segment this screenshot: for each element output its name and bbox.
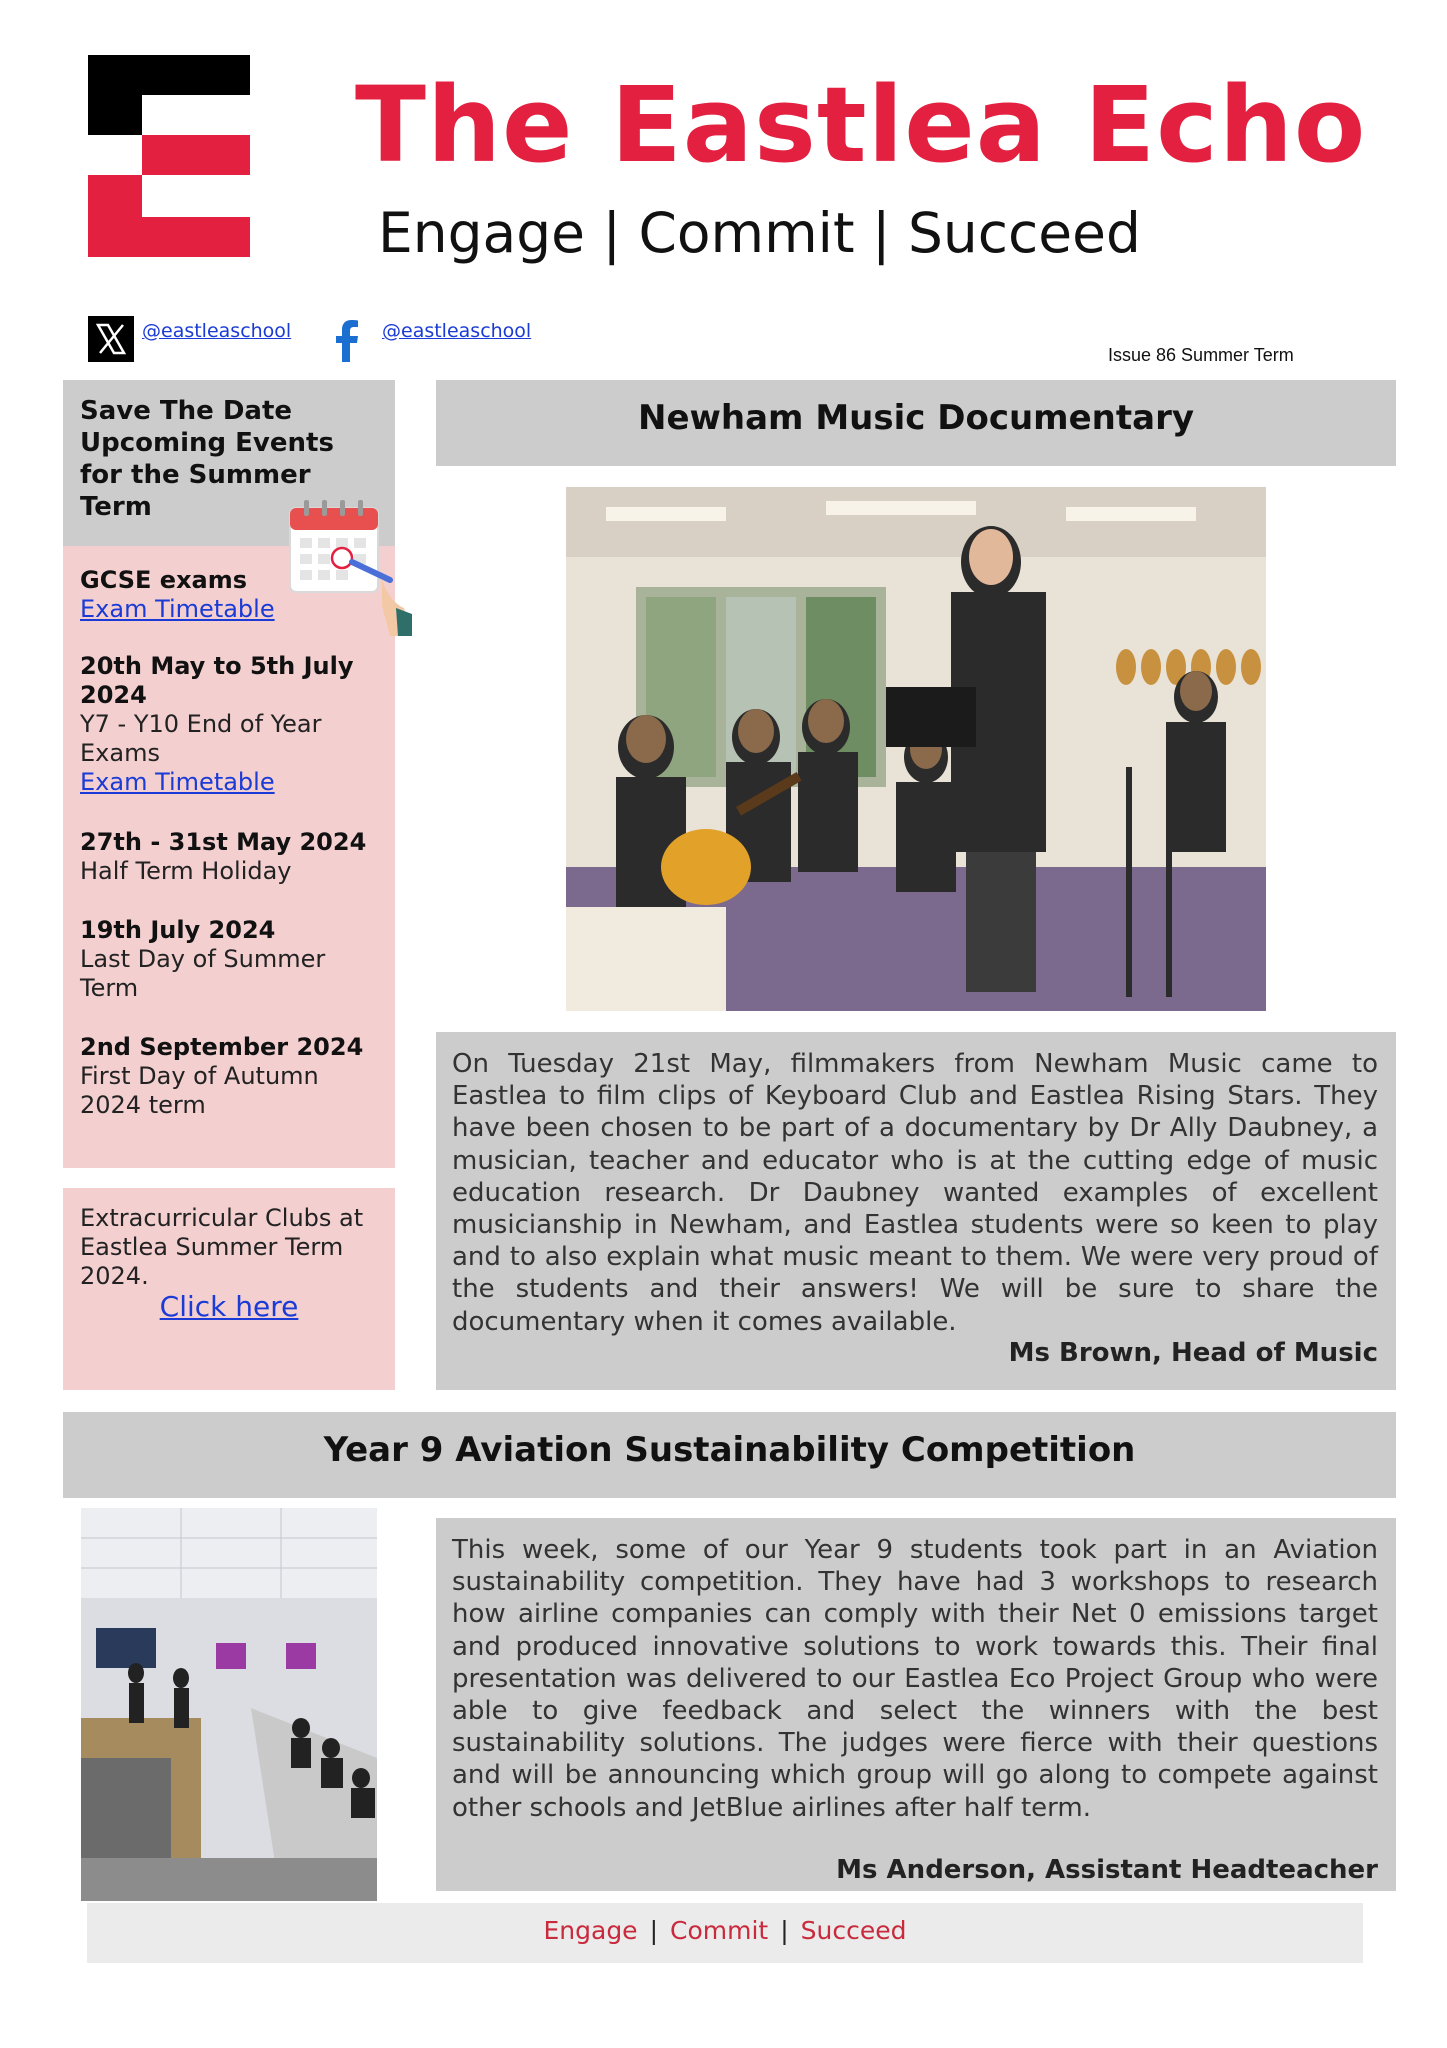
clubs-text: Extracurricular Clubs at Eastlea Summer Term 2024. <box>80 1204 364 1290</box>
article2-author: Ms Anderson, Assistant Headteacher <box>836 1855 1378 1885</box>
footer-tagline <box>87 1916 1363 1945</box>
music-documentary-photo <box>566 487 1266 1011</box>
event-title: 27th - 31st May 2024 <box>80 828 367 856</box>
event-title: 20th May to 5th July 2024 <box>80 652 354 709</box>
article1-body-text: On Tuesday 21st May, filmmakers from Newham Music came to Eastlea to film clips of Keyboard Club and Eastlea Rising Stars. They have been chosen to be part of a documentary by Dr Ally Daubney, a musician, teacher and educator who is at the cutting edge of music education research. Dr Daubney wanted examples of excellent musicianship in Newham, and Eastlea students were so keen to play and to also explain what music meant to them. We were very proud of the students and their answers! We will be sure to share the documentary when it comes available. <box>452 1049 1378 1337</box>
exam-timetable-link[interactable]: Exam Timetable <box>80 595 275 623</box>
facebook-icon[interactable] <box>326 318 370 362</box>
event-text: Y7 - Y10 End of Year Exams <box>80 710 322 767</box>
x-logo-icon[interactable] <box>88 316 134 362</box>
clubs-click-here-link[interactable]: Click here <box>159 1290 299 1323</box>
article2-body-text: This week, some of our Year 9 students took part in an Aviation sustainability competition. They have had 3 workshops to research how airline companies can comply with their Net 0 emissions target and produced innovative solutions to work towards this. Their final presentation was delivered to our Eastlea Eco Project Group who were able to give feedback and select the winners with the best sustainability solutions. The judges were fierce with their questions and will be announcing which group will go along to compete against other schools and JetBlue airlines after half term. <box>452 1535 1378 1823</box>
event-text: First Day of Autumn 2024 term <box>80 1062 319 1119</box>
footer-separator: | <box>649 1916 659 1945</box>
issue-label: Issue 86 Summer Term <box>1108 345 1294 365</box>
exam-timetable-link[interactable]: Exam Timetable <box>80 768 275 796</box>
article1-title: Newham Music Documentary <box>637 398 1195 438</box>
footer-word-commit: Commit <box>670 1916 769 1945</box>
x-handle-link[interactable]: @eastleaschool <box>142 320 292 342</box>
event-text: Last Day of Summer Term <box>80 945 326 1002</box>
article1-author: Ms Brown, Head of Music <box>1008 1338 1378 1368</box>
event-last-day <box>80 916 380 1003</box>
event-title: 2nd September 2024 <box>80 1033 364 1061</box>
event-gcse <box>80 566 380 624</box>
facebook-handle-link[interactable]: @eastleaschool <box>382 320 532 342</box>
event-title: 19th July 2024 <box>80 916 276 944</box>
event-end-of-year-exams <box>80 652 380 797</box>
masthead-title: The Eastlea Echo <box>355 64 1367 186</box>
event-half-term <box>80 828 380 886</box>
school-logo <box>88 55 250 257</box>
footer-word-engage: Engage <box>543 1916 638 1945</box>
article2-title: Year 9 Aviation Sustainability Competition <box>323 1430 1136 1470</box>
event-text: Half Term Holiday <box>80 857 292 885</box>
event-first-day-autumn <box>80 1033 380 1120</box>
events-heading: Save The Date Upcoming Events for the Summer Term <box>80 396 334 522</box>
event-title: GCSE exams <box>80 566 248 594</box>
footer-separator: | <box>780 1916 789 1945</box>
aviation-competition-photo <box>81 1508 377 1901</box>
footer-word-succeed: Succeed <box>800 1916 907 1945</box>
masthead-tagline: Engage | Commit | Succeed <box>378 201 1141 265</box>
